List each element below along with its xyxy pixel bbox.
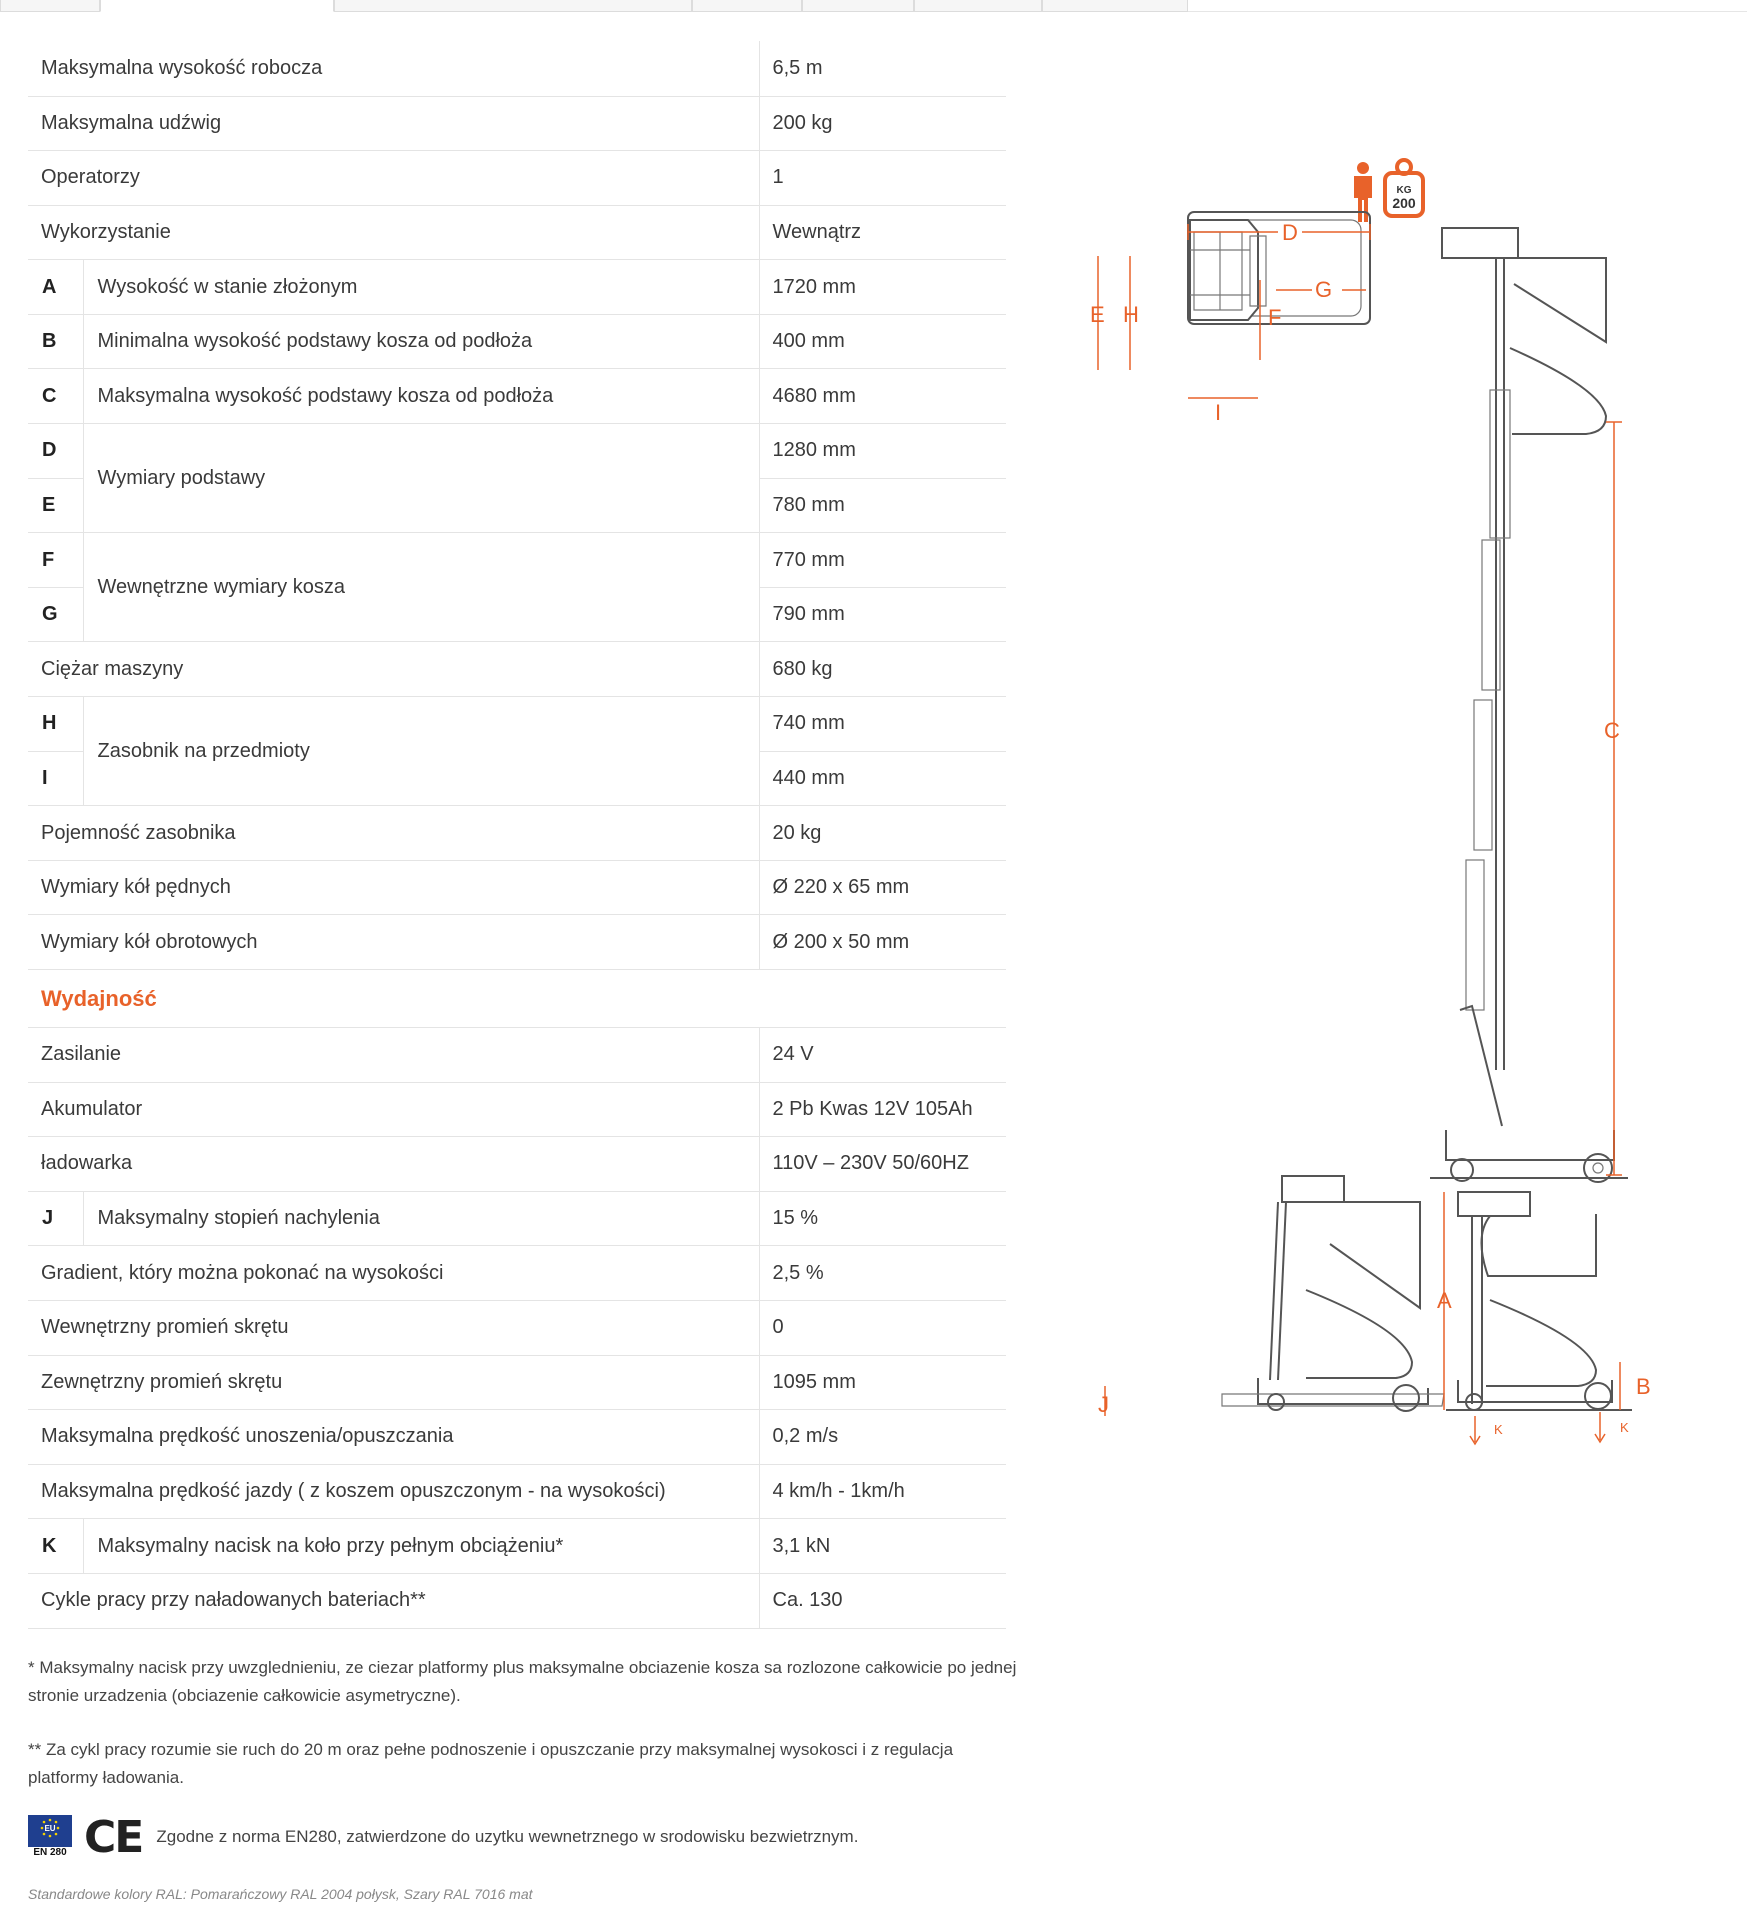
dimension-label-a: A [1437, 1288, 1452, 1313]
dimension-diagram [1080, 140, 1680, 1480]
spec-label: Zewnętrzny promień skrętu [28, 1355, 759, 1410]
table-row [28, 424, 1006, 479]
en280-badge [28, 1815, 72, 1859]
spec-label: Cykle pracy przy naładowanych bateriach** [28, 1573, 759, 1628]
ce-mark: CE [84, 1811, 143, 1863]
spec-label: Wymiary kół pędnych [28, 860, 759, 915]
section-header [28, 970, 1006, 1028]
spec-value: Ø 220 x 65 mm [759, 860, 1006, 915]
spec-value: 6,5 m [759, 41, 1006, 96]
spec-letter: D [28, 424, 83, 479]
table-row [28, 1246, 1006, 1301]
spec-label: Maksymalny nacisk na koło przy pełnym obciążeniu* [83, 1519, 759, 1574]
tab-6[interactable] [914, 0, 1042, 12]
spec-value: 2,5 % [759, 1246, 1006, 1301]
spec-value: 680 kg [759, 642, 1006, 697]
spec-label: Wymiary podstawy [83, 424, 759, 533]
spec-value: 3,1 kN [759, 1519, 1006, 1574]
spec-label: Zasilanie [28, 1028, 759, 1083]
spec-value: 0,2 m/s [759, 1410, 1006, 1465]
spec-letter: K [28, 1519, 83, 1574]
table-row [28, 697, 1006, 752]
spec-value: 200 kg [759, 96, 1006, 151]
spec-label: Maksymalny stopień nachylenia [83, 1191, 759, 1246]
spec-value: 4680 mm [759, 369, 1006, 424]
footnote-work-cycle: ** Za cykl pracy rozumie sie ruch do 20 m oraz pełne podnoszenie i opuszczanie przy maksymalnej wysokosci i z regulacja platformy ładowania. [28, 1740, 954, 1787]
spec-letter: G [28, 587, 83, 642]
dimension-label-e: E [1090, 302, 1105, 327]
ral-colors-note: Standardowe kolory RAL: Pomarańczowy RAL 2004 połysk, Szary RAL 7016 mat [28, 1886, 533, 1902]
certification-text: Zgodne z norma EN280, zatwierdzone do uzytku wewnetrznego w srodowisku bezwietrznym. [156, 1827, 859, 1846]
spec-value: 400 mm [759, 314, 1006, 369]
tab-7[interactable] [1042, 0, 1188, 12]
spec-value: 1280 mm [759, 424, 1006, 479]
dimension-label-g: G [1315, 277, 1333, 302]
spec-label: Zasobnik na przedmioty [83, 697, 759, 806]
certification-row [28, 1811, 859, 1863]
spec-letter: A [28, 260, 83, 315]
dimension-label-f: F [1268, 305, 1282, 330]
spec-value: 1095 mm [759, 1355, 1006, 1410]
spec-label: Pojemność zasobnika [28, 806, 759, 861]
spec-table [28, 41, 1006, 1629]
spec-label: Akumulator [28, 1082, 759, 1137]
spec-label: Wewnętrzny promień skrętu [28, 1300, 759, 1355]
tab-2[interactable] [100, 0, 334, 12]
table-row [28, 151, 1006, 206]
en280-label: EN 280 [33, 1847, 67, 1858]
spec-value: 15 % [759, 1191, 1006, 1246]
spec-letter: F [28, 533, 83, 588]
table-row [28, 205, 1006, 260]
spec-label: Maksymalna wysokość robocza [28, 41, 759, 96]
tab-4[interactable] [692, 0, 802, 12]
dimension-label-k-left: K [1494, 1422, 1503, 1437]
table-row [28, 96, 1006, 151]
dimension-label-h: H [1123, 302, 1139, 327]
table-row [28, 860, 1006, 915]
eu-label: EU [44, 1824, 56, 1833]
spec-value: 2 Pb Kwas 12V 105Ah [759, 1082, 1006, 1137]
spec-label: Maksymalna prędkość jazdy ( z koszem opuszczonym - na wysokości) [28, 1464, 759, 1519]
weight-200kg-icon [1385, 160, 1423, 216]
side-view-drawing [1430, 228, 1628, 1182]
spec-label: Wewnętrzne wymiary kosza [83, 533, 759, 642]
spec-value: 1720 mm [759, 260, 1006, 315]
table-row [28, 1410, 1006, 1465]
dimension-label-k-right: K [1620, 1420, 1629, 1435]
spec-label: Maksymalna udźwig [28, 96, 759, 151]
spec-value: 770 mm [759, 533, 1006, 588]
dimension-label-i: I [1215, 400, 1222, 425]
spec-label: Maksymalna prędkość unoszenia/opuszczania [28, 1410, 759, 1465]
spec-label: Wykorzystanie [28, 205, 759, 260]
table-row [28, 1191, 1006, 1246]
spec-letter: B [28, 314, 83, 369]
spec-value: 790 mm [759, 587, 1006, 642]
tab-5[interactable] [802, 0, 914, 12]
spec-value: 4 km/h - 1km/h [759, 1464, 1006, 1519]
tab-1[interactable] [0, 0, 100, 12]
table-row [28, 806, 1006, 861]
spec-value: 780 mm [759, 478, 1006, 533]
weight-value-label: 200 [1392, 195, 1416, 211]
table-row [28, 314, 1006, 369]
table-row [28, 1519, 1006, 1574]
spec-letter: J [28, 1191, 83, 1246]
eu-flag-icon [28, 1815, 72, 1847]
table-row [28, 41, 1006, 96]
dimension-label-j: J [1098, 1392, 1109, 1417]
dimension-label-d: D [1282, 220, 1298, 245]
table-row [28, 1573, 1006, 1628]
footnote-max-pressure: * Maksymalny nacisk przy uwzglednieniu, ze ciezar platformy plus maksymalne obciazenie kosza sa rozlozone całkowicie po jednej stronie urzadzenia (obciazenie całkowicie asymetryczne). [28, 1658, 1017, 1705]
table-row [28, 1464, 1006, 1519]
tab-3[interactable] [334, 0, 692, 12]
section-title: Wydajność [28, 970, 1006, 1028]
spec-label: ładowarka [28, 1137, 759, 1192]
spec-value: 1 [759, 151, 1006, 206]
spec-letter: C [28, 369, 83, 424]
spec-letter: E [28, 478, 83, 533]
table-row [28, 260, 1006, 315]
spec-letter: I [28, 751, 83, 806]
incline-view-drawing [1222, 1176, 1444, 1411]
spec-value: 24 V [759, 1028, 1006, 1083]
spec-label: Operatorzy [28, 151, 759, 206]
table-row [28, 1355, 1006, 1410]
spec-value: 440 mm [759, 751, 1006, 806]
table-row [28, 915, 1006, 970]
table-row [28, 1028, 1006, 1083]
spec-value: 110V – 230V 50/60HZ [759, 1137, 1006, 1192]
spec-value: 0 [759, 1300, 1006, 1355]
tab-strip [0, 0, 1747, 12]
table-row [28, 1300, 1006, 1355]
table-row [28, 1082, 1006, 1137]
weight-kg-label: KG [1396, 185, 1412, 196]
table-row [28, 1137, 1006, 1192]
table-row [28, 642, 1006, 697]
spec-label: Maksymalna wysokość podstawy kosza od podłoża [83, 369, 759, 424]
spec-value: Ø 200 x 50 mm [759, 915, 1006, 970]
spec-label: Wysokość w stanie złożonym [83, 260, 759, 315]
spec-value: Ca. 130 [759, 1573, 1006, 1628]
table-row [28, 533, 1006, 588]
spec-label: Wymiary kół obrotowych [28, 915, 759, 970]
spec-value: 740 mm [759, 697, 1006, 752]
spec-value: 20 kg [759, 806, 1006, 861]
spec-label: Gradient, który można pokonać na wysokości [28, 1246, 759, 1301]
spec-value: Wewnątrz [759, 205, 1006, 260]
spec-label: Minimalna wysokość podstawy kosza od podłoża [83, 314, 759, 369]
spec-letter: H [28, 697, 83, 752]
front-view-drawing [1446, 1192, 1632, 1410]
spec-label: Ciężar maszyny [28, 642, 759, 697]
table-row [28, 369, 1006, 424]
dimension-label-c: C [1604, 718, 1620, 743]
dimension-label-b: B [1636, 1374, 1651, 1399]
